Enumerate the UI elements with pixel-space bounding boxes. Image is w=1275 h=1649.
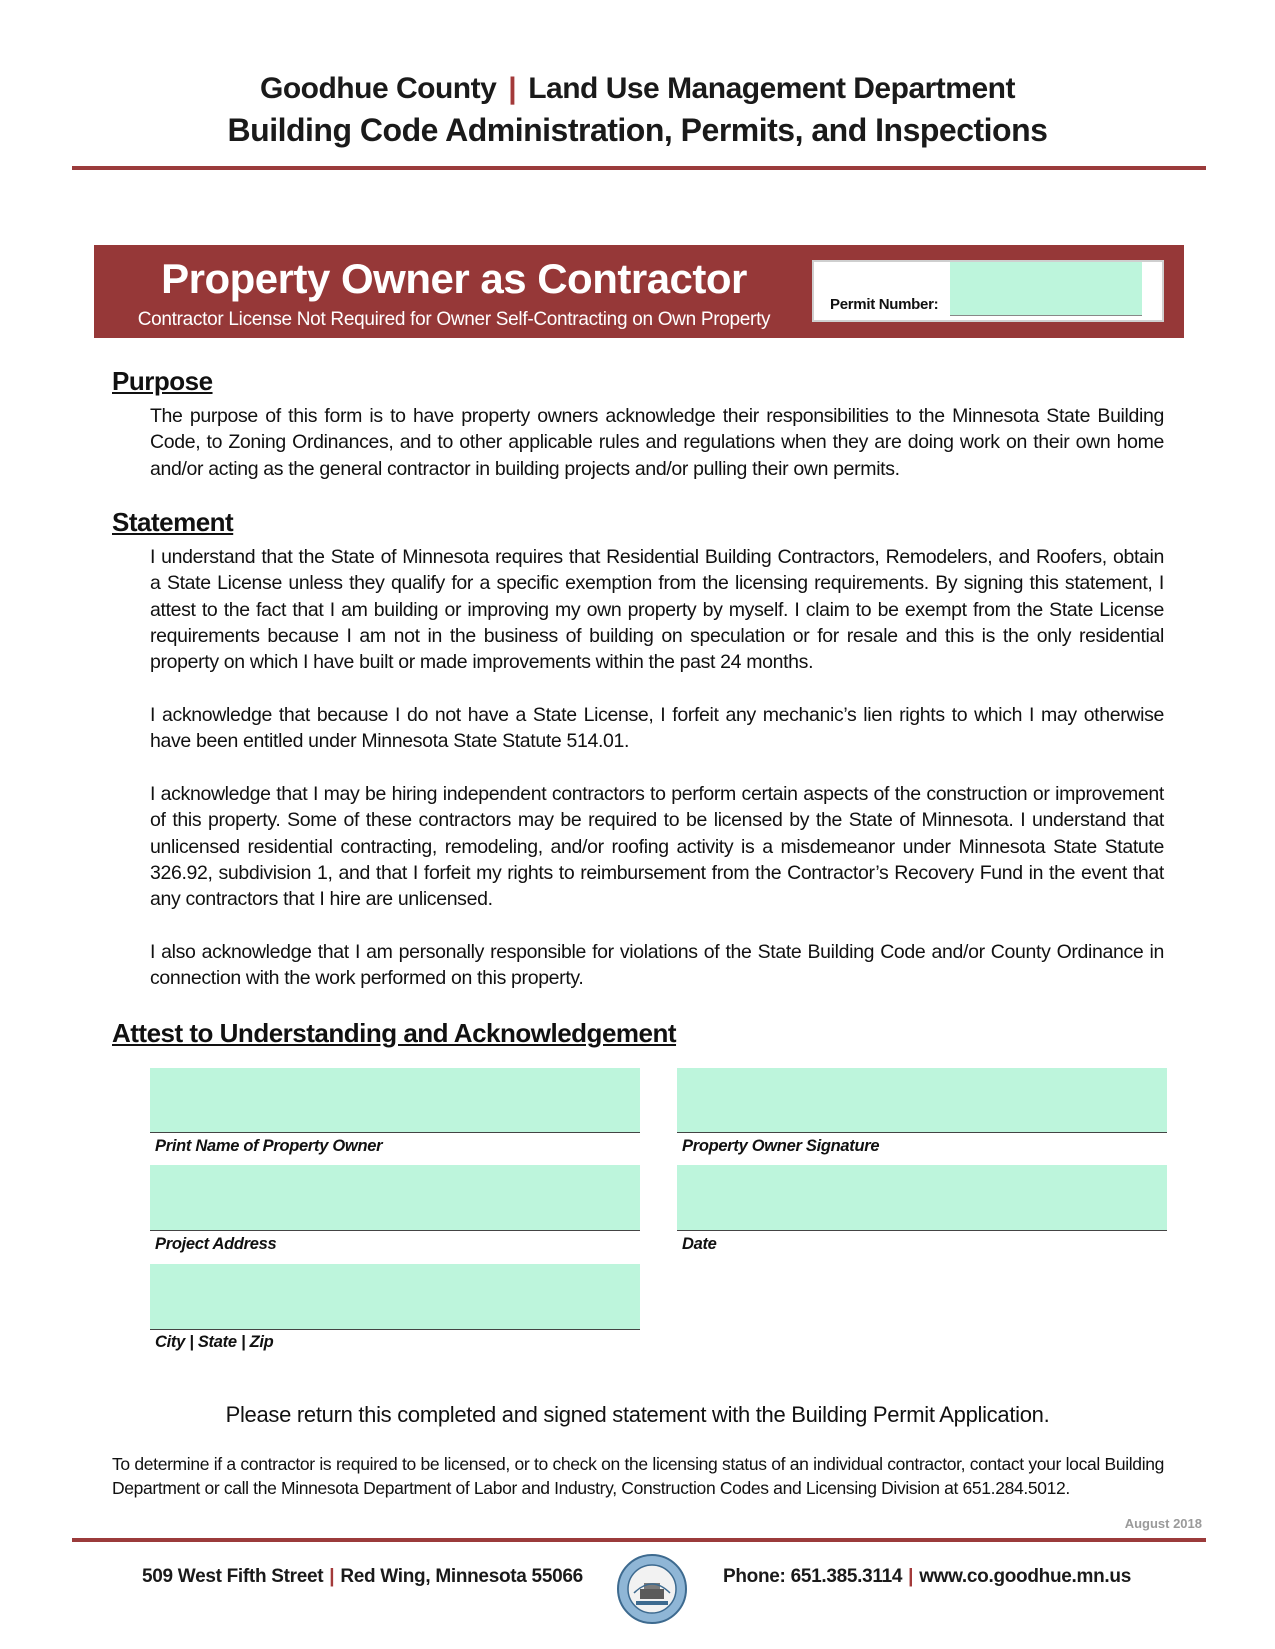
footer-website-link[interactable]: www.co.goodhue.mn.us	[919, 1566, 1131, 1587]
header-separator: |	[508, 72, 517, 105]
statement-paragraph: I also acknowledge that I am personally responsible for violations of the State Building Code and/or County Ordinance in connection with the work performed on this property.	[150, 941, 1164, 990]
county-name: Goodhue County	[260, 72, 497, 105]
edition-date: August 2018	[1124, 1516, 1202, 1531]
header-divider	[72, 166, 1206, 170]
city-state-zip-field[interactable]	[150, 1264, 640, 1330]
footer-contact	[723, 1566, 1131, 1588]
owner-name-label: Print Name of Property Owner	[155, 1137, 383, 1155]
footer-divider	[72, 1538, 1206, 1542]
division-title: Building Code Administration, Permits, and Inspections	[227, 112, 1048, 148]
signature-field[interactable]	[677, 1068, 1167, 1133]
date-field[interactable]	[677, 1165, 1167, 1231]
project-address-label: Project Address	[155, 1235, 277, 1253]
footer-city: Red Wing, Minnesota 55066	[340, 1566, 583, 1587]
statement-paragraph: I acknowledge that because I do not have a State License, I forfeit any mechanic’s lien rights to which I may otherwise have been entitled under Minnesota State Statute 514.01.	[150, 704, 1164, 753]
permit-number-field[interactable]	[950, 262, 1142, 316]
permit-number-label: Permit Number:	[830, 296, 939, 313]
department-name: Land Use Management Department	[528, 72, 1015, 105]
project-address-field[interactable]	[150, 1165, 640, 1231]
statement-paragraph: I understand that the State of Minnesota requires that Residential Building Contractors, Remodelers, and Roofers, obtain a State License unless they qualify for a specific exemption from the licensing requirements. By signing this statement, I attest to the fact that I am building or improving my own property by myself. I claim to be exempt from the State License requirements because I am not in the business of building on speculation or for resale and this is the only residential property on which I have built or made improvements within the past 24 months.	[150, 546, 1164, 674]
footer-address	[142, 1566, 583, 1588]
signature-label: Property Owner Signature	[682, 1137, 880, 1155]
form-title: Property Owner as Contractor	[161, 255, 747, 302]
department-header	[0, 72, 1275, 106]
return-instructions: Please return this completed and signed statement with the Building Permit Application.	[225, 1402, 1050, 1427]
owner-name-field[interactable]	[150, 1068, 640, 1133]
purpose-text: The purpose of this form is to have property owners acknowledge their responsibilities to the Minnesota State Building Code, to Zoning Ordinances, and to other applicable rules and regulations when they are doing work on their own home and/or acting as the general contractor in building projects and/or pulling their own permits.	[150, 405, 1164, 480]
attest-heading: Attest to Understanding and Acknowledgement	[112, 1018, 677, 1048]
county-seal-icon	[616, 1553, 688, 1625]
footer-separator: |	[329, 1566, 335, 1587]
licensing-note: To determine if a contractor is required to be licensed, or to check on the licensing status of an individual contractor, contact your local Building Department or call the Minnesota Department of Labor and Industry, Construction Codes and Licensing Division at 651.284.5012.	[112, 1454, 1164, 1498]
footer-phone: Phone: 651.385.3114	[723, 1566, 903, 1587]
footer-street: 509 West Fifth Street	[142, 1566, 324, 1587]
city-state-zip-label: City | State | Zip	[155, 1333, 274, 1351]
statement-paragraph: I acknowledge that I may be hiring independent contractors to perform certain aspects of the construction or improvement of this property. Some of these contractors may be required to be licensed by the State of Minnesota. I understand that unlicensed residential contracting, remodeling, and/or roofing activity is a misdemeanor under Minnesota State Statute 326.92, subdivision 1, and that I forfeit my rights to reimbursement from the Contractor’s Recovery Fund in the event that any contractors that I hire are unlicensed.	[150, 783, 1164, 911]
footer-separator: |	[908, 1566, 914, 1587]
form-subtitle: Contractor License Not Required for Owner Self-Contracting on Own Property	[137, 309, 771, 330]
purpose-heading: Purpose	[112, 366, 213, 396]
date-label: Date	[682, 1235, 717, 1253]
statement-heading: Statement	[112, 507, 234, 537]
